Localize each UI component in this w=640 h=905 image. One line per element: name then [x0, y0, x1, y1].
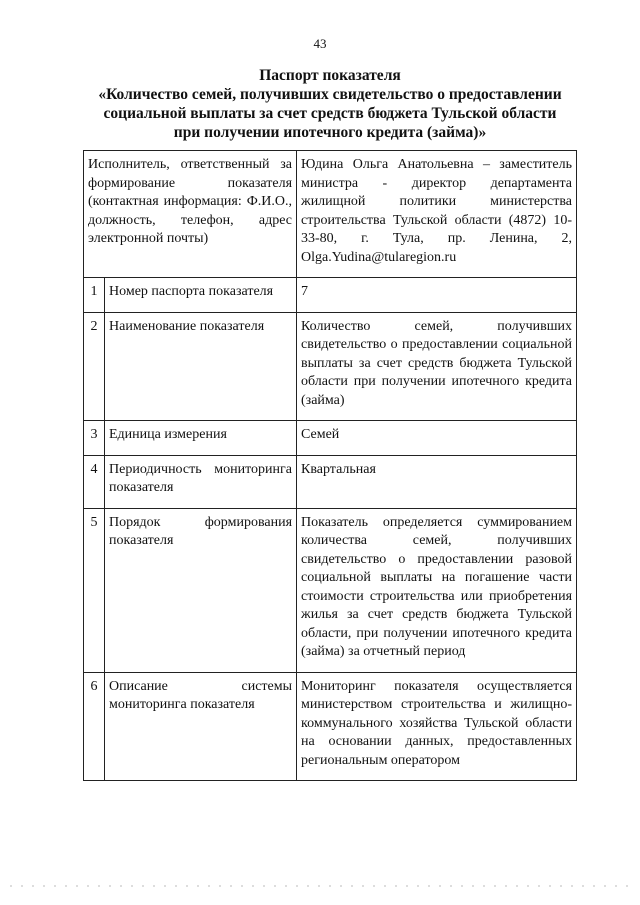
passport-table: [83, 150, 577, 781]
row-number: 4: [84, 455, 105, 508]
row-value: Показатель определяется суммированием количества семей, получивших свидетельство о предоставлении разовой социальной выплаты на погашение части стоимости строительства или приобретения жилья за счет средств бюджета Тульской области, при получении ипотечного кредита (займа) за отчетный период: [297, 508, 577, 672]
title-line-4: при получении ипотечного кредита (займа)»: [173, 124, 487, 141]
table-row: [84, 672, 577, 781]
row-value: Количество семей, получивших свидетельство о предоставлении социальной выплаты за счет средств бюджета Тульской области при получении ипотечного кредита (займа): [297, 312, 577, 421]
row-label: Наименование показателя: [105, 312, 297, 421]
row-value: Семей: [297, 421, 577, 456]
row-value: Квартальная: [297, 455, 577, 508]
row-number: 1: [84, 278, 105, 313]
executor-row: [84, 151, 577, 278]
executor-value: Юдина Ольга Анатольевна – заместитель министра - директор департамента жилищной политики министерства строительства Тульской области (4872) 10-33-80, г. Тула, пр. Ленина, 2, Olga.Yudina@tularegion.ru: [297, 151, 577, 278]
page-number: 43: [313, 36, 327, 51]
title-line-1: Паспорт показателя: [259, 67, 401, 84]
table-row: [84, 508, 577, 672]
table-row: [84, 421, 577, 456]
title-line-3: социальной выплаты за счет средств бюджета Тульской области: [103, 105, 557, 122]
table-row: [84, 455, 577, 508]
row-number: 3: [84, 421, 105, 456]
row-label: Описание системы мониторинга показателя: [105, 672, 297, 781]
executor-label: Исполнитель, ответственный за формирование показателя (контактная информация: Ф.И.О., должность, телефон, адрес электронной почты): [84, 151, 297, 278]
row-number: 2: [84, 312, 105, 421]
document-title: [70, 66, 590, 142]
row-label: Единица измерения: [105, 421, 297, 456]
row-number: 5: [84, 508, 105, 672]
table-row: [84, 278, 577, 313]
row-value: 7: [297, 278, 577, 313]
scan-artifact-dots: [0, 885, 640, 887]
title-line-2: «Количество семей, получивших свидетельство о предоставлении: [98, 86, 562, 103]
row-number: 6: [84, 672, 105, 781]
row-label: Периодичность мониторинга показателя: [105, 455, 297, 508]
table-row: [84, 312, 577, 421]
row-label: Порядок формирования показателя: [105, 508, 297, 672]
row-value: Мониторинг показателя осуществляется министерством строительства и жилищно-коммунального хозяйства Тульской области на основании данных, предоставленных региональным оператором: [297, 672, 577, 781]
row-label: Номер паспорта показателя: [105, 278, 297, 313]
